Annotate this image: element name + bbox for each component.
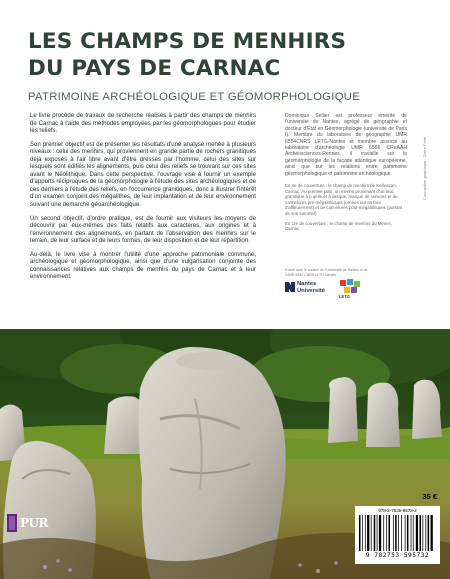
barcode-bar: [393, 515, 394, 551]
barcode-bar: [420, 515, 422, 551]
barcode-bar: [405, 515, 406, 551]
barcode-bar: [362, 515, 363, 551]
book-subtitle: PATRIMOINE ARCHÉOLOGIQUE ET GÉOMORPHOLOGIQUE: [28, 91, 361, 103]
description-paragraph-3: Un second objectif, d'ordre pratique, est de fournir aux visiteurs les moyens de découvrir par eux-mêmes des faits relatifs aux caractères, aux origines et à l'environnement des alignements, en partant de l'observation des menhirs sur le terrain, de leur surface et de leurs formes, de leur disposition et de leur répartition.: [30, 215, 256, 245]
description-column: [30, 113, 256, 288]
price-label: 35 €: [422, 492, 437, 501]
pur-publisher-logo: [7, 512, 47, 534]
barcode-bar: [374, 515, 376, 551]
caption-back-cover: En 4e de couverture : le champ de menhirs de Kerlescan, Carnac. Au premier plan, un menhir provenant d'un bloc granitique à cupule et à vasque, marqué de rainures et de cannelures pré-mégalithiques (ornées sur sa face d'affleurement) et de cannelures post-mégalithiques (portant de son sommet).: [285, 183, 403, 217]
nantes-universite-logo: [285, 281, 345, 299]
barcode-bar: [416, 515, 418, 551]
barcode-bar: [359, 515, 361, 551]
barcode-bar: [401, 515, 402, 551]
barcode-bar: [411, 515, 412, 551]
barcode-bar: [422, 515, 423, 551]
barcode-bar: [398, 515, 399, 551]
barcode-bar: [413, 515, 414, 551]
barcode-bar: [389, 515, 391, 551]
barcode-bar: [386, 515, 387, 551]
nantes-logo-text: Nantes Université: [297, 281, 326, 294]
book-title: [28, 28, 448, 82]
author-column: [285, 113, 407, 236]
photo-captions: [285, 183, 407, 232]
barcode-bar: [428, 515, 430, 551]
description-paragraph-2: Son premier objectif est de présenter les résultats d'une analyse menée à plusieurs niveaux : celui des menhirs, qui proviennent en grande partie de rochers granitiques déjà exposés à l'air libre avant d'être dressés par l'homme, celui des sites sur lesquels sont édifiés les alignements, puis celui des reliefs se trouvant sur ces sites avant le Néolithique. Dans cette perspective, l'ouvrage vise à fournir un exemple d'apports réciproques de la géomorphologie à l'étude des sites archéologiques et de ces derniers à l'étude des reliefs, en l'occurrence granitiques, donc à illustrer l'intérêt d'un examen conjoint des mégalithes, de leur implantation et de leur environnement suivant une démarche géoarchéologique.: [30, 141, 256, 209]
barcode-bar: [431, 515, 433, 551]
barcode-bar: [379, 515, 381, 551]
author-bio: Dominique Sellier est professeur émérite de l'université de Nantes, agrégé de géographie et docteur d'État en Géomorphologie (université de Paris I). Membre du laboratoire de géographie UMR 6554CNRS LETG-Nantes et membre associé au laboratoire d'archéologie UMR 6566 CReAAH Archéosciences-Rennes, il travaille sur la géomorphologie de la façade atlantique européenne, ainsi que sur les relations entre patrimoine géomorphologique et patrimoine archéologique.: [285, 113, 407, 177]
letg-logo-text: LETG: [339, 294, 351, 299]
description-paragraph-1: Le livre procède de travaux de recherche réalisés à partir des champs de menhirs de Carnac à l'aide des méthodes employées par les géomorphologues pour étudier les reliefs.: [30, 113, 256, 135]
barcode-bar: [367, 515, 369, 551]
letg-mark-icon: [338, 278, 366, 294]
title-line-2: DU PAYS DE CARNAC: [28, 56, 281, 81]
barcode-bar: [383, 515, 384, 551]
description-paragraph-4: Au-delà, le livre vise à montrer l'utilité d'une approche patrimoniale commune, archéologique et géomorphologique, ainsi que d'une vulgarisation conjointe des connaissances relatives aux champs de menhirs du pays de Carnac et à leur environnement.: [30, 251, 256, 281]
title-line-1: LES CHAMPS DE MENHIRS: [28, 29, 347, 54]
design-credit: Conception graphique : Claire Poiré: [422, 136, 427, 200]
publisher-support-note: Publié avec le soutien de l'Université de Nantes et de l'UMR 6554 CNRS LETG Nantes: [285, 268, 368, 277]
isbn-number: 978-2-7535-9573-2: [378, 508, 417, 513]
nantes-mark-icon: [285, 282, 295, 292]
barcode-bar: [407, 515, 409, 551]
barcode-digits: 9 782753 595732: [365, 552, 430, 559]
barcode-bars: [359, 515, 436, 551]
barcode-bar: [365, 515, 366, 551]
isbn-barcode: [355, 506, 440, 564]
barcode-bar: [371, 515, 372, 551]
barcode-bar: [425, 515, 426, 551]
barcode-bar: [395, 515, 397, 551]
pur-logo-text: PUR: [20, 516, 48, 530]
letg-logo: [338, 278, 366, 306]
barcode-bar: [377, 515, 378, 551]
caption-front-cover: En 1re de couverture : le champ de menhirs du Ménec, Carnac.: [285, 220, 393, 232]
